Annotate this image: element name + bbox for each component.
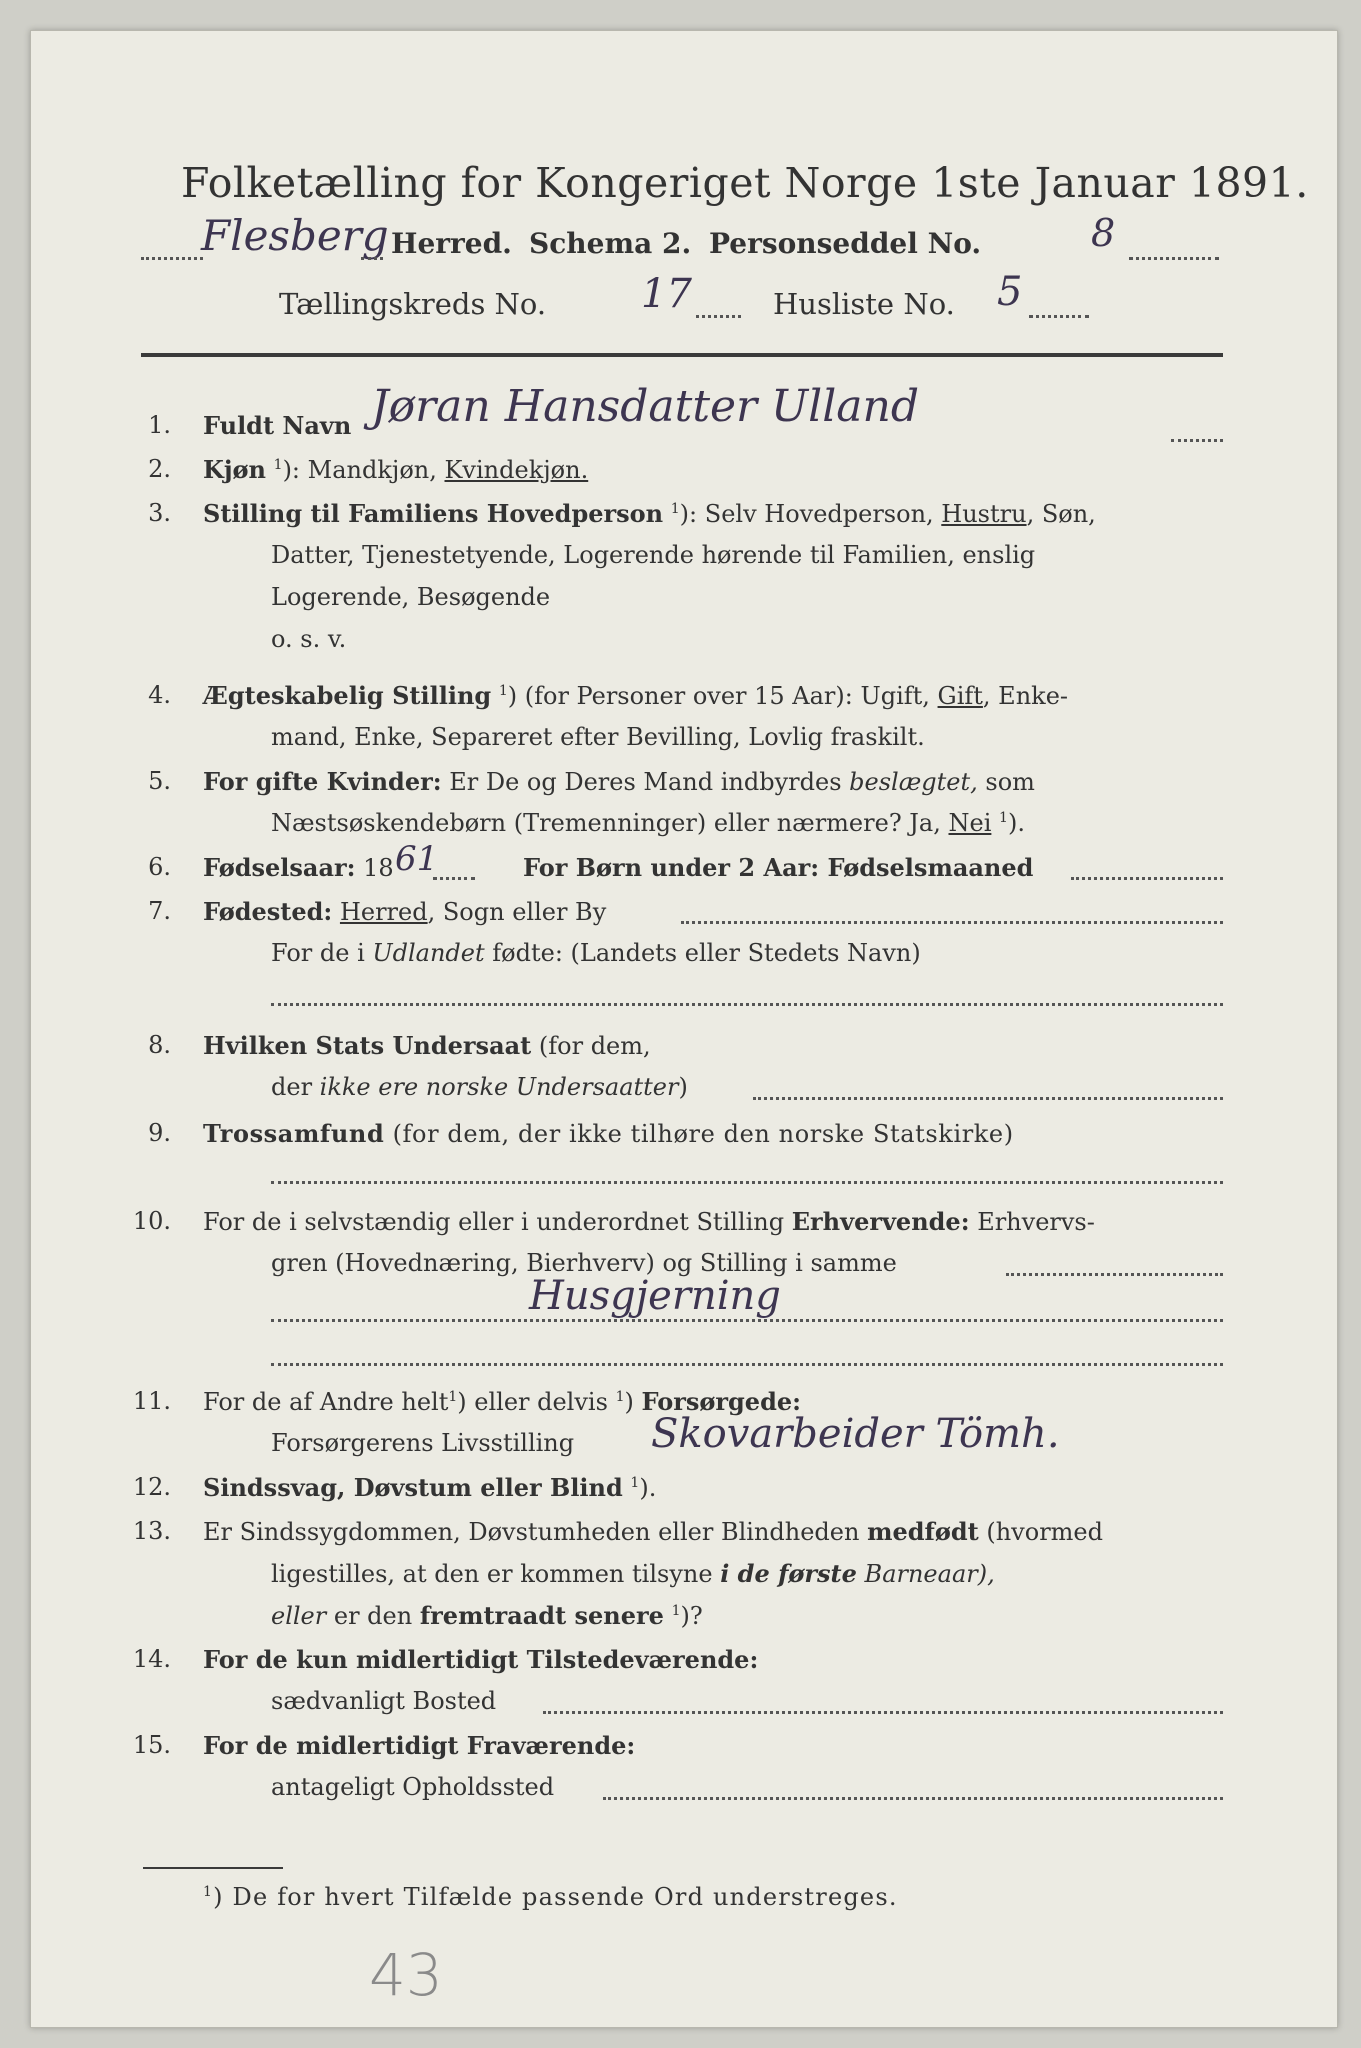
personseddel-label: Personseddel No. xyxy=(709,227,982,260)
census-form-page xyxy=(30,30,1338,2028)
q11-line2: Forsørgerens Livsstilling xyxy=(271,1429,575,1457)
q6-year-value: 61 xyxy=(395,839,439,879)
q10-occupation-value: Husgjerning xyxy=(529,1273,781,1319)
personseddel-dots xyxy=(1129,257,1219,260)
q10-dots-2 xyxy=(271,1319,1223,1322)
kreds-value: 17 xyxy=(641,271,692,317)
q12-line1: Sindssvag, Døvstum eller Blind $^1$). xyxy=(203,1473,657,1502)
q6-number: 6. xyxy=(148,853,171,881)
personseddel-value: 8 xyxy=(1091,211,1116,255)
q11-number: 11. xyxy=(132,1387,171,1415)
q6-dots-1 xyxy=(433,877,475,880)
q13-line3: eller er den fremtraadt senere $^1$)? xyxy=(271,1601,703,1630)
kreds-label: Tællingskreds No. xyxy=(279,287,547,321)
header-rule xyxy=(141,353,1223,357)
q13-line2: ligestilles, at den er kommen tilsyne i de første Barneaar), xyxy=(271,1559,995,1588)
q9-number: 9. xyxy=(148,1119,171,1147)
q14-dots xyxy=(543,1711,1223,1714)
q8-number: 8. xyxy=(148,1031,171,1059)
q5-line1: For gifte Kvinder: Er De og Deres Mand indbyrdes beslægtet, som xyxy=(203,767,1035,796)
q1-number: 1. xyxy=(148,411,171,439)
herred-dots-2 xyxy=(361,257,383,260)
q1-dots xyxy=(1171,439,1223,442)
q14-line1: For de kun midlertidigt Tilstedeværende: xyxy=(203,1645,759,1674)
q12-number: 12. xyxy=(132,1473,171,1501)
q7-dots-2 xyxy=(271,1003,1223,1006)
q13-line1: Er Sindssygdommen, Døvstumheden eller Blindheden medfødt (hvormed xyxy=(203,1517,1103,1546)
q7-line2: For de i Udlandet fødte: (Landets eller Stedets Navn) xyxy=(271,939,921,967)
q15-dots xyxy=(603,1797,1223,1800)
q14-number: 14. xyxy=(132,1645,171,1673)
q11-provider-value: Skovarbeider Tömh. xyxy=(651,1411,1060,1457)
q3-line2: Datter, Tjenestetyende, Logerende hørende til Familien, enslig xyxy=(271,541,1036,569)
q7-dots-1 xyxy=(681,921,1223,924)
q7-number: 7. xyxy=(148,897,171,925)
q10-number: 10. xyxy=(132,1207,171,1235)
q2-number: 2. xyxy=(148,455,171,483)
q13-number: 13. xyxy=(132,1517,171,1545)
herred-label: Herred. xyxy=(391,227,512,260)
pencil-number: 43 xyxy=(369,1941,443,2009)
husliste-value: 5 xyxy=(997,269,1023,315)
schema-label: Schema 2. xyxy=(529,227,692,260)
q1-name-value: Jøran Hansdatter Ulland xyxy=(371,381,920,432)
q15-line2: antageligt Opholdssted xyxy=(271,1773,555,1801)
q4-line1: Ægteskabelig Stilling $^1$) (for Personer over 15 Aar): Ugift, Gift, Enke- xyxy=(203,681,1069,710)
q6-dots-2 xyxy=(1071,877,1223,880)
q15-line1: For de midlertidigt Fraværende: xyxy=(203,1731,636,1760)
footnote-rule xyxy=(143,1867,283,1869)
q3-line3: Logerende, Besøgende xyxy=(271,583,551,611)
footnote-text: $^1$) De for hvert Tilfælde passende Ord understreges. xyxy=(203,1883,898,1911)
q8-dots xyxy=(753,1097,1223,1100)
herred-value: Flesberg xyxy=(201,211,389,260)
q1-label: Fuldt Navn xyxy=(203,411,352,440)
q9-line1: Trossamfund (for dem, der ikke tilhøre den norske Statskirke) xyxy=(203,1119,1014,1148)
kreds-dots xyxy=(696,315,741,318)
q3-number: 3. xyxy=(148,499,171,527)
q5-number: 5. xyxy=(148,767,171,795)
q14-line2: sædvanligt Bosted xyxy=(271,1687,497,1715)
herred-dots xyxy=(141,257,203,260)
husliste-dots xyxy=(1029,315,1089,318)
q8-line2: der ikke ere norske Undersaatter) xyxy=(271,1073,688,1101)
q15-number: 15. xyxy=(132,1731,171,1759)
q10-dots-1 xyxy=(1006,1273,1223,1276)
q4-line2: mand, Enke, Separeret efter Bevilling, Lovlig fraskilt. xyxy=(271,723,925,751)
q11-line1: For de af Andre helt$^1$) eller delvis $^1$) Forsørgede: xyxy=(203,1387,801,1416)
q5-line2: Næstsøskendebørn (Tremenninger) eller nærmere? Ja, Nei $^1$). xyxy=(271,809,1025,837)
q10-line2: gren (Hovednæring, Bierhverv) og Stilling i samme xyxy=(271,1249,897,1277)
q10-line1: For de i selvstændig eller i underordnet Stilling Erhvervende: Erhvervs- xyxy=(203,1207,1095,1236)
q3-line1: Stilling til Familiens Hovedperson $^1$): Selv Hovedperson, Hustru, Søn, xyxy=(203,499,1096,528)
q8-line1: Hvilken Stats Undersaat (for dem, xyxy=(203,1031,651,1060)
q3-line4: o. s. v. xyxy=(271,625,347,653)
q9-dots xyxy=(271,1181,1223,1184)
q2-text: Kjøn $^1$): Mandkjøn, Kvindekjøn. xyxy=(203,455,589,484)
husliste-label: Husliste No. xyxy=(773,287,955,321)
q6-birthmonth-label: For Børn under 2 Aar: Fødselsmaaned xyxy=(523,853,1034,882)
q10-dots-3 xyxy=(271,1363,1223,1366)
q6-label: Fødselsaar: 18 xyxy=(203,853,394,882)
form-title: Folketælling for Kongeriget Norge 1ste Januar 1891. xyxy=(181,159,1309,207)
q7-line1: Fødested: Herred, Sogn eller By xyxy=(203,897,607,926)
q4-number: 4. xyxy=(148,681,171,709)
